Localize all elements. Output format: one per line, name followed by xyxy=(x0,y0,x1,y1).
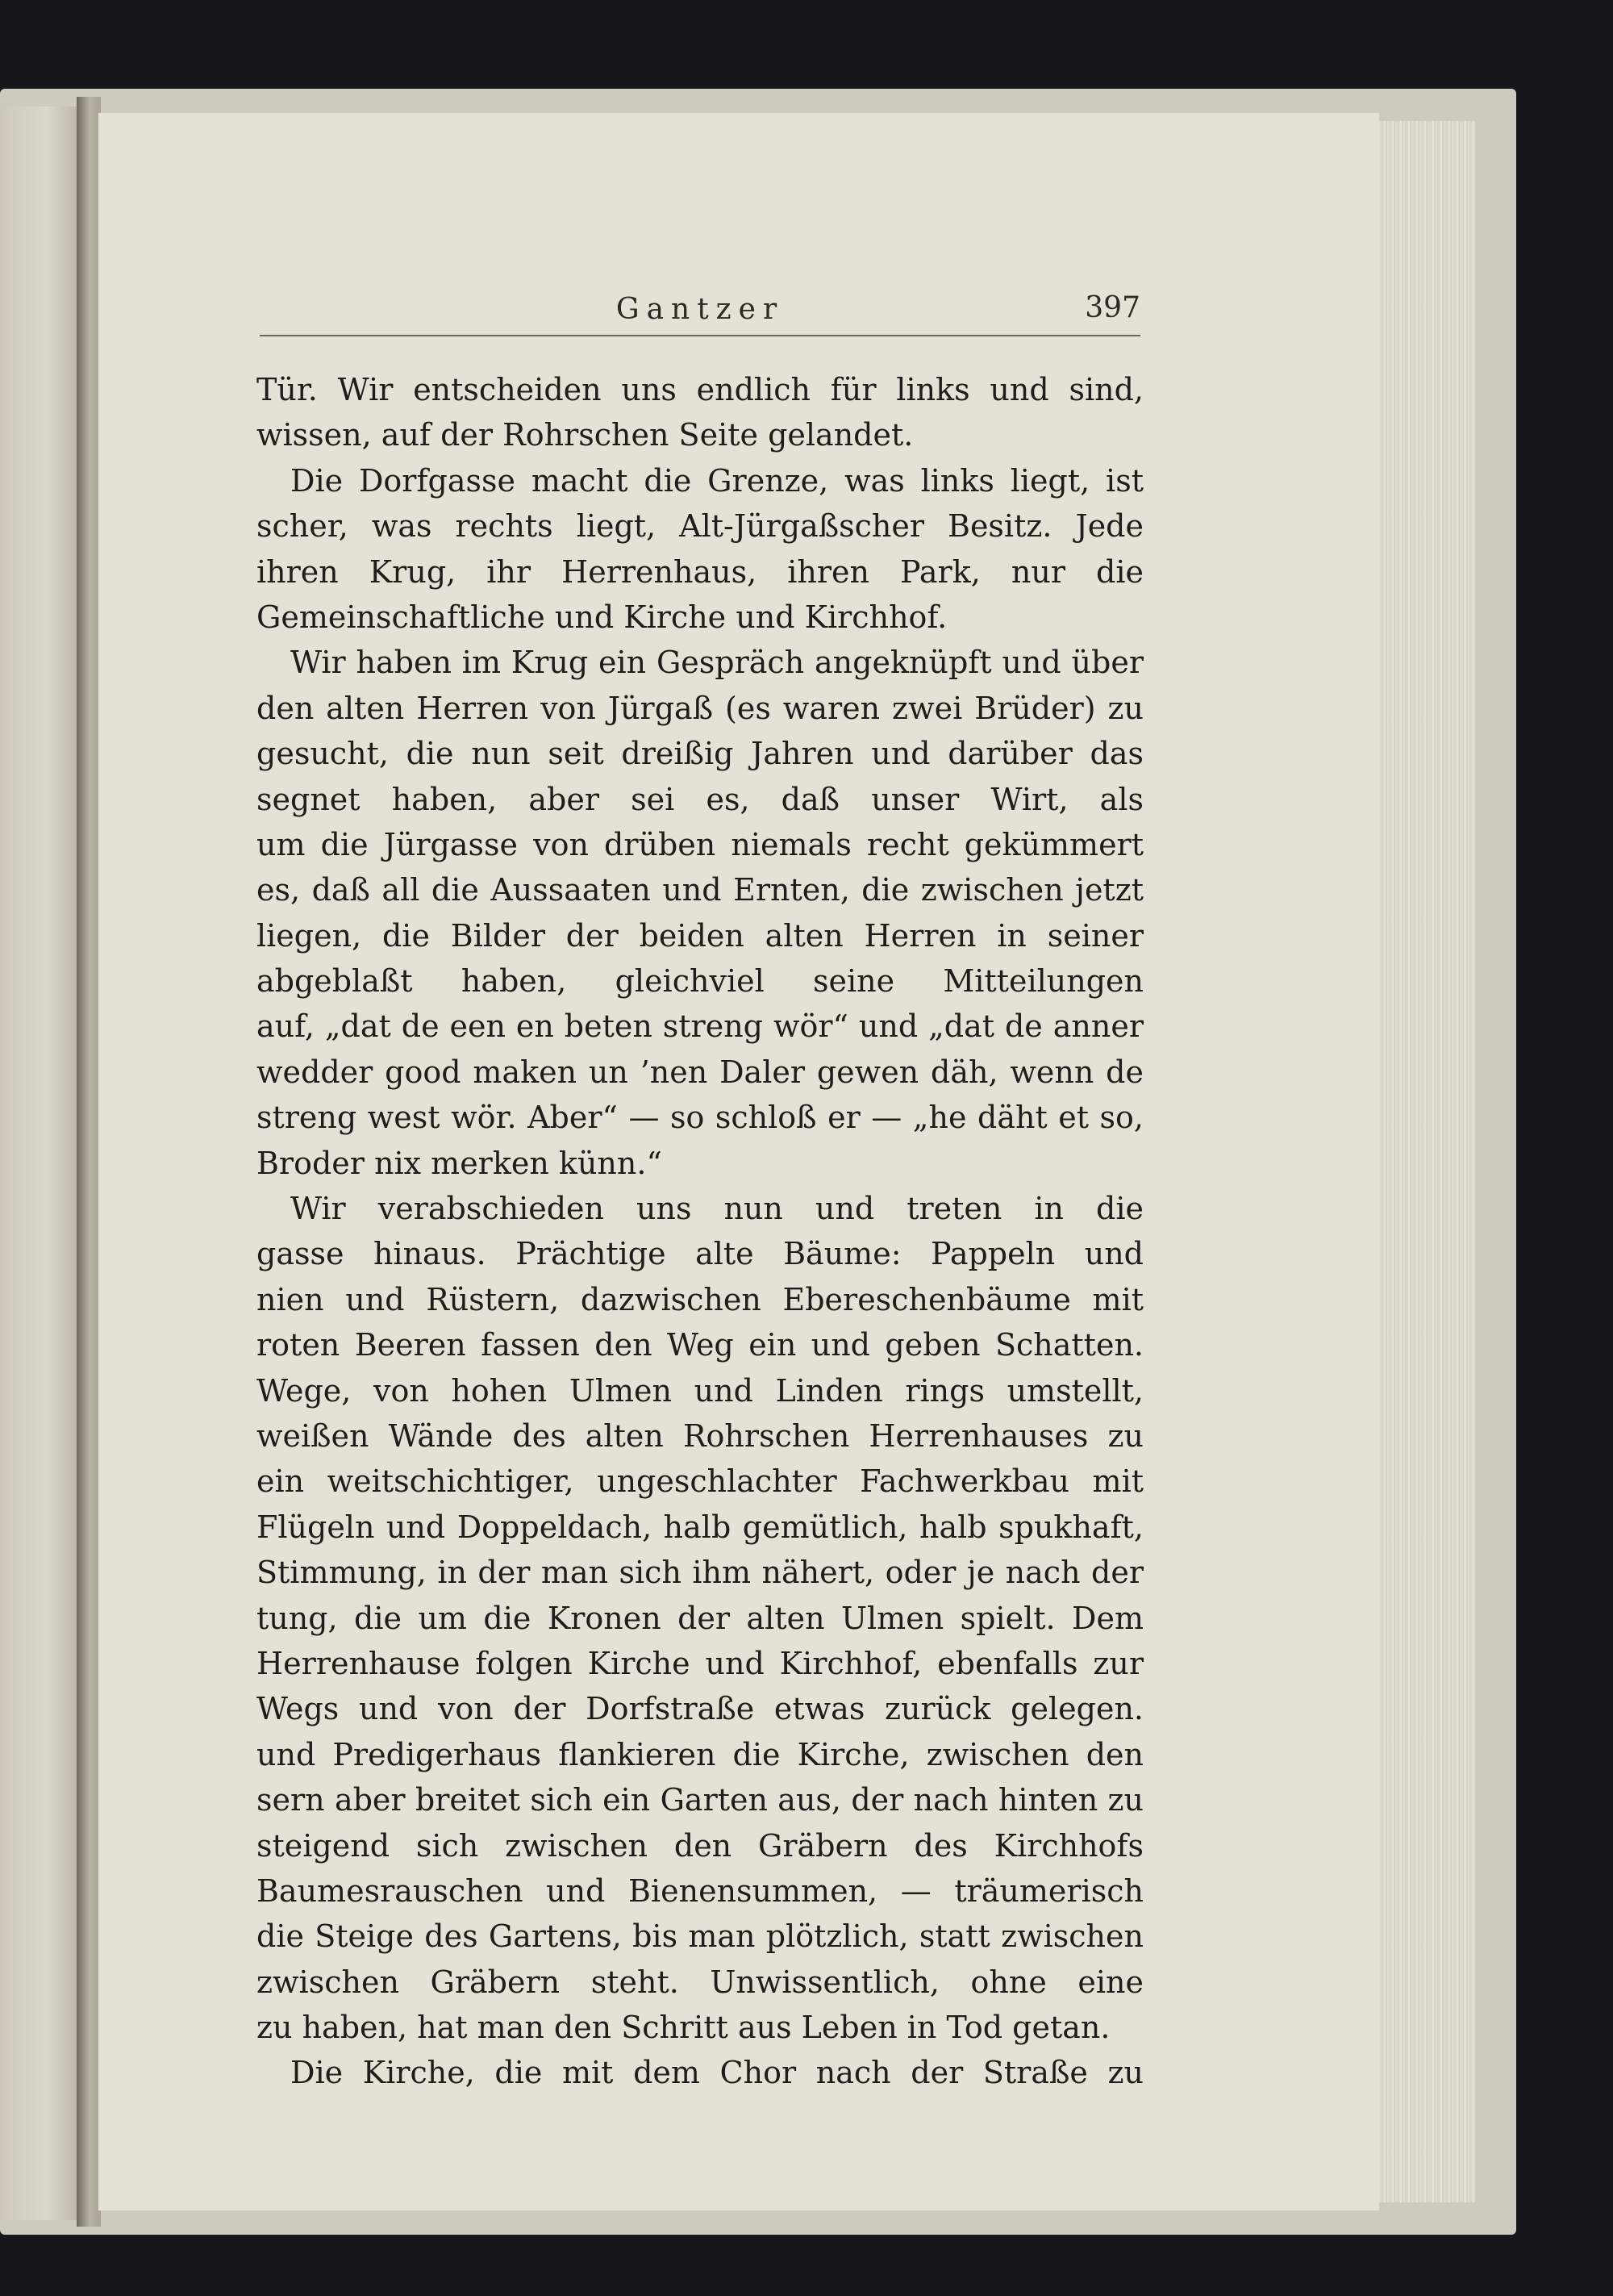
text-line: abgeblaßt haben, gleichviel seine Mitteilungen xyxy=(256,963,1144,1000)
text-line: gasse hinaus. Prächtige alte Bäume: Pappeln und xyxy=(256,1236,1144,1272)
text-line: Wegs und von der Dorfstraße etwas zurück gelegen. xyxy=(256,1691,1144,1727)
text-line: Baumesrauschen und Bienensummen, — träumerisch xyxy=(256,1872,1144,1909)
text-line: den alten Herren von Jürgaß (es waren zwei Brüder) zu xyxy=(256,690,1144,726)
text-line: Wege, von hohen Ulmen und Linden rings umstellt, xyxy=(256,1372,1144,1409)
text-line: Flügeln und Doppeldach, halb gemütlich, halb spukhaft, xyxy=(256,1509,1144,1545)
page-number: 397 xyxy=(1085,291,1140,324)
text-line: roten Beeren fassen den Weg ein und geben Schatten. xyxy=(256,1327,1144,1363)
text-line: nien und Rüstern, dazwischen Ebereschenbäume mit xyxy=(256,1281,1144,1317)
text-line: streng west wör. Aber“ — so schloß er — „he däht et so, xyxy=(256,1100,1144,1136)
text-line: tung, die um die Kronen der alten Ulmen spielt. Dem xyxy=(256,1600,1144,1636)
book-gutter xyxy=(77,97,101,2227)
text-line: scher, was rechts liegt, Alt-Jürgaßscher Besitz. Jede xyxy=(256,508,1144,545)
text-line: es, daß all die Aussaaten und Ernten, die zwischen jetzt xyxy=(256,872,1144,908)
running-title: Gantzer xyxy=(615,293,785,326)
text-line: liegen, die Bilder der beiden alten Herren in seiner xyxy=(256,917,1144,954)
page-header xyxy=(260,286,1140,336)
text-line: Herrenhause folgen Kirche und Kirchhof, ebenfalls zur xyxy=(256,1645,1144,1681)
text-line: segnet haben, aber sei es, daß unser Wirt, als xyxy=(256,781,1144,817)
text-line: zwischen Gräbern steht. Unwissentlich, ohne eine xyxy=(256,1964,1144,2000)
text-line: Tür. Wir entscheiden uns endlich für links und sind, xyxy=(256,372,1144,407)
text-line: gesucht, die nun seit dreißig Jahren und darüber das xyxy=(256,736,1144,772)
text-line: Stimmung, in der man sich ihm nähert, oder je nach der xyxy=(256,1555,1144,1591)
text-line: Die Dorfgasse macht die Grenze, was links liegt, ist xyxy=(290,462,1144,499)
text-line: steigend sich zwischen den Gräbern des Kirchhofs xyxy=(256,1827,1144,1864)
text-line: weißen Wände des alten Rohrschen Herrenhauses zu xyxy=(256,1417,1144,1454)
body-text xyxy=(256,367,1144,2096)
text-line: ein weitschichtiger, ungeschlachter Fachwerkbau mit xyxy=(256,1463,1144,1500)
text-line: wedder good maken un ’nen Daler gewen däh, wenn de xyxy=(256,1054,1144,1090)
text-line: die Steige des Gartens, bis man plötzlich, statt zwischen xyxy=(256,1918,1144,1955)
text-line: Die Kirche, die mit dem Chor nach der Straße zu xyxy=(290,2055,1144,2091)
text-line: auf, „dat de een en beten streng wör“ und „dat de anner xyxy=(256,1008,1144,1045)
text-line: wissen, auf der Rohrschen Seite gelandet. xyxy=(256,417,914,453)
text-line: Broder nix merken künn.“ xyxy=(256,1145,662,1181)
left-page-edge xyxy=(0,106,77,2220)
text-line: Wir verabschieden uns nun und treten in die xyxy=(290,1191,1144,1227)
text-line: um die Jürgasse von drüben niemals recht gekümmert xyxy=(256,826,1144,862)
text-line: zu haben, hat man den Schritt aus Leben in Tod getan. xyxy=(256,2010,1111,2046)
text-line: sern aber breitet sich ein Garten aus, der nach hinten zu xyxy=(256,1782,1144,1818)
text-line: ihren Krug, ihr Herrenhaus, ihren Park, nur die xyxy=(256,553,1144,590)
text-line: und Predigerhaus flankieren die Kirche, zwischen den xyxy=(256,1736,1144,1772)
text-line: Gemeinschaftliche und Kirche und Kirchhof. xyxy=(256,599,948,635)
text-line: Wir haben im Krug ein Gespräch angeknüpft und über xyxy=(290,645,1144,681)
page-edges xyxy=(1379,121,1476,2202)
